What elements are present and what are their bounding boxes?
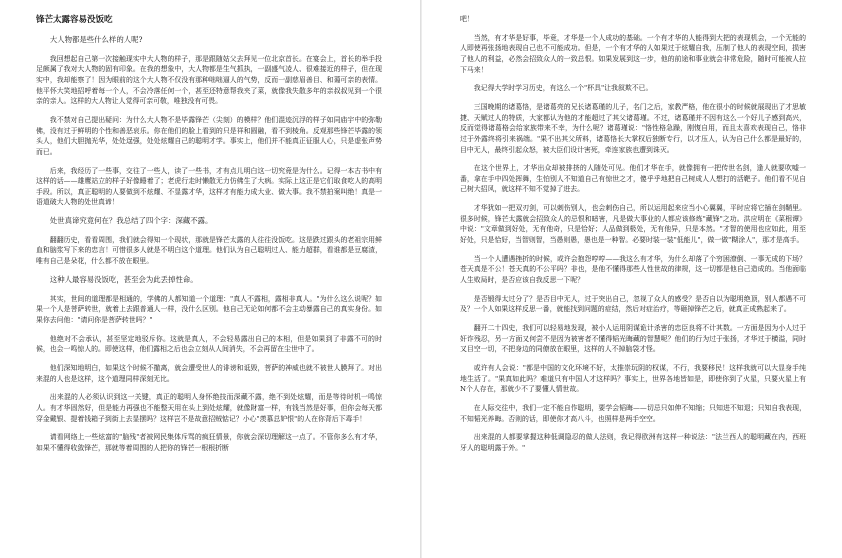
paragraph: 是否锻得太过分了？是否目中无人，过于突出自己，忽视了众人的感受？是否自以为聪明绝顶，别人都遇不可及？一个人如果这样反思一番，就能找到问题的症结，然后对症治疗，等砸掉锋芒之后，就真正成熟起来了。 (460, 294, 806, 314)
paragraph: 翻开二十四史，我们可以轻易地发现，被小人运用阴谋诡计杀害的忠臣良将不计其数。一方面是因为小人过于奸诈残忍，另一方面又何尝不是因为被害者不懂得韬光晦藏的智慧呢？他们的行为过于张扬，才华过于横溢，同时又目空一切，不把身边的同僚放在眼里，这样的人不掉脑袋才怪。 (460, 324, 806, 354)
paragraph-continuation: 吧！ (460, 15, 474, 23)
chapter-title: 锋芒太露容易没饭吃 (36, 15, 113, 25)
paragraph: 出来混的人必须认识到这一关键，真正的聪明人身怀绝技而深藏不露，绝不到处炫耀，而是等待时机一鸣惊人。有才华固然好，但是能力再强也不能整天用在头上到处炫耀，就像財富一样，有钱当然是好事，但你会每天都穿金戴银、提着钱箱子到街上去显摆吗？这样岂不是故意招贼惦记？小心"羡慕总妒恨"的人在你背后下毒手！ (36, 393, 382, 423)
paragraph: 处世真谛究竟何在？我总结了四个字：深藏不露。 (49, 216, 213, 226)
paragraph: 请看网络上一些炫富的"脑残"者被网民集体斥骂的疯狂情景，你就会深切理解这一点了。不管你多么有才华，如果不懂得收敛锋芒，那就等着周围的人把你的锋芒一根根折断 (36, 433, 382, 452)
paragraph: 我不禁对自己提出疑问：为什么大人物不是毕露锋芒（尖刻）的模样？他们混迹沉浮的样子如同庙宇中的弥勒佛，没有过于鲜明的个性和善恶哀乐。你在他们的脸上看到的只是祥和圆融，看不到棱角。反观那些锋芒毕露的领头人，他们大胆抛光华，处处逞强，处处炫耀自己的聪明才学。事实上，他们并不能真正征服人心，只是虚张声势而已。 (36, 115, 382, 156)
right-page (422, 0, 842, 558)
paragraph: 三国晚期的诸葛恪，是诸葛亮的兄长诸葛瑾的儿子，名门之后，家教严格，他在很小的时候就展现出了才思敏捷、天赋过人的特质，大家都认为他的才能超过了其父诸葛瑾。不过，诸葛瑾并不因有这么一个好儿子感到高兴，反而觉得诸葛格会给家族带来不幸，为什么呢？诸葛瑾说："恪性格急躁，刚愎自用，而且太喜欢表现自己，恪非过于外露终将引来祸端。"果不出其父所料，诸葛恪长大掌权后独断专行，以才压人，认为自己什么都是最好的，目中无人，最终引起众怒，被大臣们设计害死，牵连家族也遭到诛灭。 (460, 103, 806, 154)
paragraph: 大人物都是些什么样的人呢? (49, 35, 143, 44)
paragraph: 我回想起自己第一次接触现实中大人物的样子，那是跟随姑父去拜见一位北京首长。在宴会上，首长的举手投足颇属了我对大人物的固有印象。在我的想象中，大人物都是生气抓执，一副盛气凌人、很难接近的样子，但在现实中，我却能察了！因为眼前的这个大人物不仅没有那种咄咄逼人的气势，反而一副慈眉善目、和蔼可亲的表情。他平怀大笑地招呼着每一个人，不会冷落任何一个，甚至还特意帮我夹了菜，就像我失散多年的亲叔叔见到一个很亲的亲人。这样的大人物让人觉得可亲可敬，唯独没有可畏。 (36, 54, 382, 106)
paragraph: 当一个人遭遇挫折的时候，或许会抱怨哼哼——我这么有才华，为什么却落了个穷困潦倒、一事无成的下场？苍天真是不公！苍天真的不公平吗？非也，是他不懂得那些人性世故的律规，这一切都是他自己造成的。当他面临人生败局时，是否应该自我反思一下呢？ (460, 254, 806, 284)
paragraph: 在人际交往中，我们一定不能自作聪明，要学会韬晦——切忌只如伸不知缩；只知进不知退；只知自我表现，不知韬光养晦。否则的话，即使你才高八斗，也照样是两手空空。 (460, 404, 806, 423)
paragraph: 这种人最容易没饭吃，甚至会为此丢掉性命。 (49, 274, 198, 284)
paragraph: 他们深知地明白，如果这个时候不撤离，就会遭受世人的诽谤和诋毁，菩萨的神威也就不被世人膜拜了。对出来混的人也是这样，这个道理同样深刻无比。 (36, 363, 382, 383)
paragraph: 我记得大学时学习历史，有这么一个"杯具"让我叙欺不已。 (473, 84, 653, 93)
paragraph: 出来混的人都要掌握这种低调隐忍的做人法则，我记得欧洲有这样一种说法："法兰西人的聪明藏在内，西班牙人的聪明露于外。" (460, 433, 806, 453)
paragraph: 后来，我经历了一些事，交往了一些人，读了一些书，才有点儿明白这一切究竟是为什么。记得一本古书中有这样的话——雄鹰站立的样子好像睡着了；老虎行走时懒散无力仿佛生了大病。实际上这正是它们取食吃人的高明手段。所以，真正聪明的人要做到不炫耀、不显露才华，这样才有能力成大业、做大事。我不禁拍案叫绝！真是一语道破大人物的处世真谛！ (36, 166, 382, 207)
paragraph: 或许有人会说："都是中国的文化环境不好，太推崇玩阴的权谋，不行，我要移民！这样我就可以大显身手纯地生活了。"果真如此吗？难道只有中国人才这样吗？事实上，世界各地皆如是，即使你到了火星，只要火星上有N个人存在，那就少不了要懂人情世故。 (460, 364, 806, 394)
paragraph: 在这个世界上，才华出众却被排挤的人随处可见。他们才华在手，就像拥有一把传世名剑，逢人就要吹嘘一番，拿在手中四处挥舞，生怕别人不知道自己有惊世之才，傻乎乎地把自己树成人人想打的活靶子。他们看不见自己树大招风，就这样不知不觉掉了进去。 (460, 164, 806, 194)
paragraph: 当然，有才华是好事，毕竟，才华是一个人成功的基础。一个有才华的人能得到大把的表现机会，一个无能的人即使再张扬地表现自己也不可能成功。但是，一个有才华的人如果过于炫耀自我，压制了他人的表现空间，损害了他人的利益，必然会招致众人的一致总恨。如果发展到这一步，他的前途和事业就会非常危险，随时可能被人拉下马来！ (460, 33, 806, 74)
paragraph: 才华犹如一把双刃剑，可以刺伤别人，也会刺伤自己，所以运用起来应当小心翼翼，平时应将它插在剑鞘里。很多时候，锋芒太露就会招致众人的忌恨和暗害，凡是做大事业的人都应该修炼"藏锋"之功。洪应明在《菜根谭》中说："文章做到好处，无有他奇，只是恰好；人品做到极处，无有他异，只是本然。"才智的使用也应如此，用至好处，只是恰好，当智则智，当愚则愚，愚也是一种智。必要时装一装"低能儿"，做一做"糊涂人"，那才是高手。 (460, 204, 806, 245)
paragraph: 他绝对不会承认，甚至坚定地驳斥你。这就是真人，不会轻易露出自己的本相，但是如果到了非露不可的时候，也会一鸣惊人的。即使这样，他们露相之后也会立刻从人间消失，不会再留在尘世中了。 (36, 334, 382, 354)
left-page (0, 0, 420, 558)
paragraph: 翻翻历史，看看周围，我们就会得知一个现状，那就是锋芒太露的人往往没饭吃。这是跌过跟头的老祖宗用鲜血和脑浆写下来的忠言！可惜很多人就是不明白这个道理。他们认为自己聪明过人、能力超群，看谁都是豆腐渣，唯有自己是朵花，什么都不放在眼里。 (36, 235, 382, 266)
paragraph: 其实，世间的道理都是相通的，学佛的人都知道一个道理："真人不露相，露相非真人。"为什么这么说呢？如果一个人是菩萨转世，就着上去跟普通人一样，没什么区别。他自己无论如何都不会主动暴露自己的真实身份。如果你去问他："请问你是菩萨转世吗？" (36, 294, 382, 324)
